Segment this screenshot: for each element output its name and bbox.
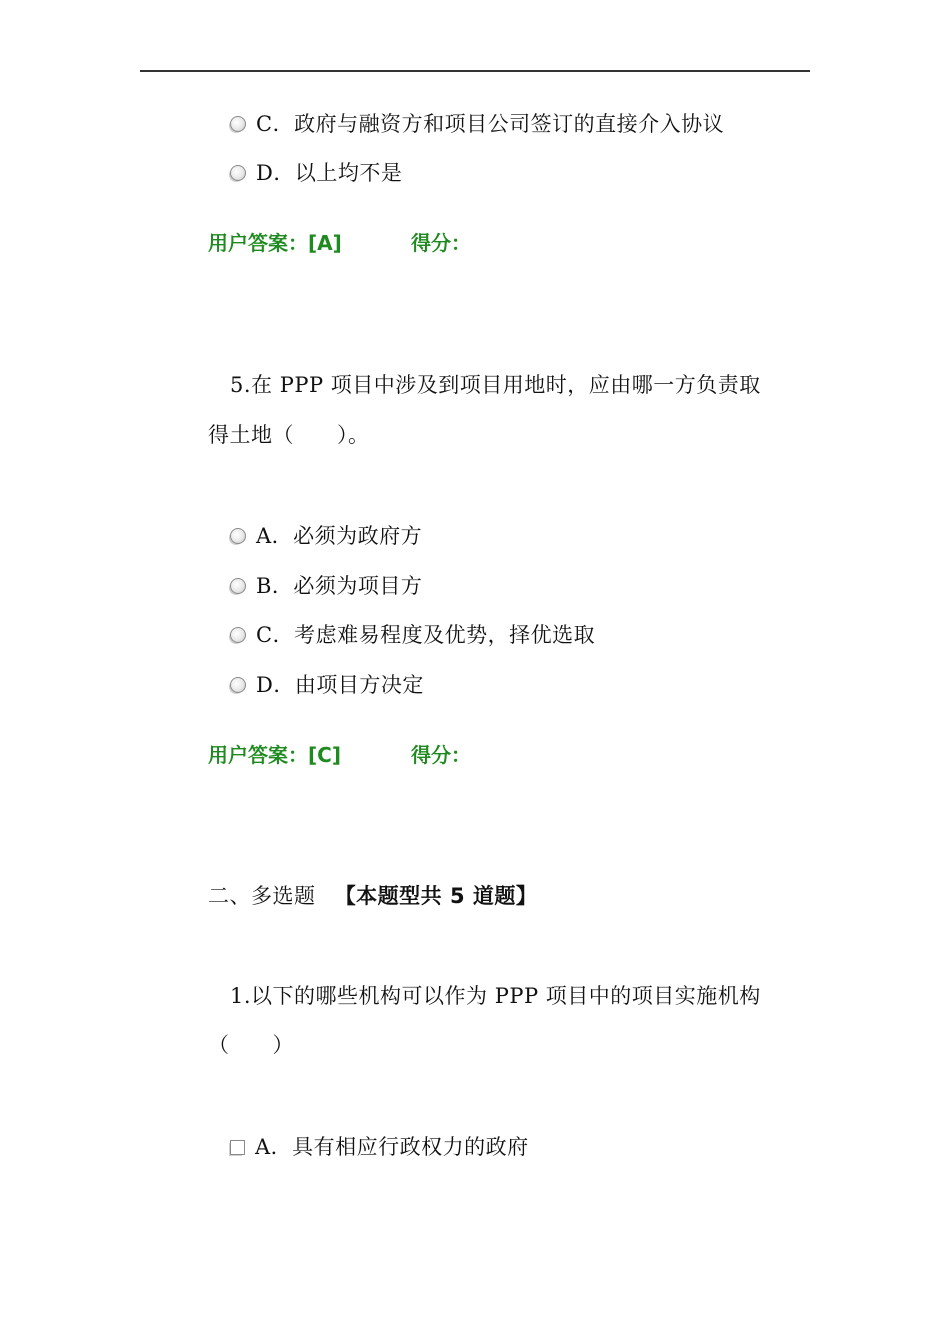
- section-heading: [208, 882, 537, 910]
- option-label: C．政府与融资方和项目公司签订的直接介入协议: [256, 112, 725, 136]
- mq1-text-line1: 1.以下的哪些机构可以作为 PPP 项目中的项目实施机构: [230, 984, 761, 1008]
- radio-button-icon[interactable]: [230, 116, 246, 132]
- mq1-text-line2: （ ）: [208, 1033, 294, 1057]
- radio-button-icon[interactable]: [230, 165, 246, 181]
- user-answer: 用户答案：[C]: [208, 743, 341, 767]
- option-label: C．考虑难易程度及优势，择优选取: [256, 623, 596, 647]
- option-label: D．以上均不是: [256, 161, 403, 185]
- radio-button-icon[interactable]: [230, 528, 246, 544]
- section-title: 二、多选题: [208, 884, 316, 908]
- radio-button-icon[interactable]: [230, 578, 246, 594]
- score-label: 得分：: [411, 743, 471, 767]
- radio-button-icon[interactable]: [230, 627, 246, 643]
- q5-option-a[interactable]: [230, 522, 422, 550]
- mq1-option-a[interactable]: [230, 1133, 529, 1161]
- q4-option-c[interactable]: [230, 110, 724, 138]
- q5-option-c[interactable]: [230, 621, 595, 649]
- radio-button-icon[interactable]: [230, 677, 246, 693]
- score-label: 得分：: [411, 231, 471, 255]
- option-label: A．必须为政府方: [256, 524, 423, 548]
- option-label: B．必须为项目方: [256, 574, 423, 598]
- option-label: A．具有相应行政权力的政府: [255, 1135, 529, 1159]
- option-label: D．由项目方决定: [256, 673, 424, 697]
- q5-option-b[interactable]: [230, 572, 422, 600]
- q5-option-d[interactable]: [230, 671, 424, 699]
- q5-answer-row: [208, 741, 471, 769]
- top-divider: [140, 70, 810, 72]
- q4-answer-row: [208, 229, 471, 257]
- q5-text-line2: 得土地（ ）。: [208, 423, 370, 447]
- checkbox-icon[interactable]: [230, 1140, 245, 1155]
- user-answer: 用户答案：[A]: [208, 231, 342, 255]
- q4-option-d[interactable]: [230, 159, 402, 187]
- q5-text-line1: 5.在 PPP 项目中涉及到项目用地时，应由哪一方负责取: [230, 373, 761, 397]
- section-info: 【本题型共 5 道题】: [334, 884, 538, 908]
